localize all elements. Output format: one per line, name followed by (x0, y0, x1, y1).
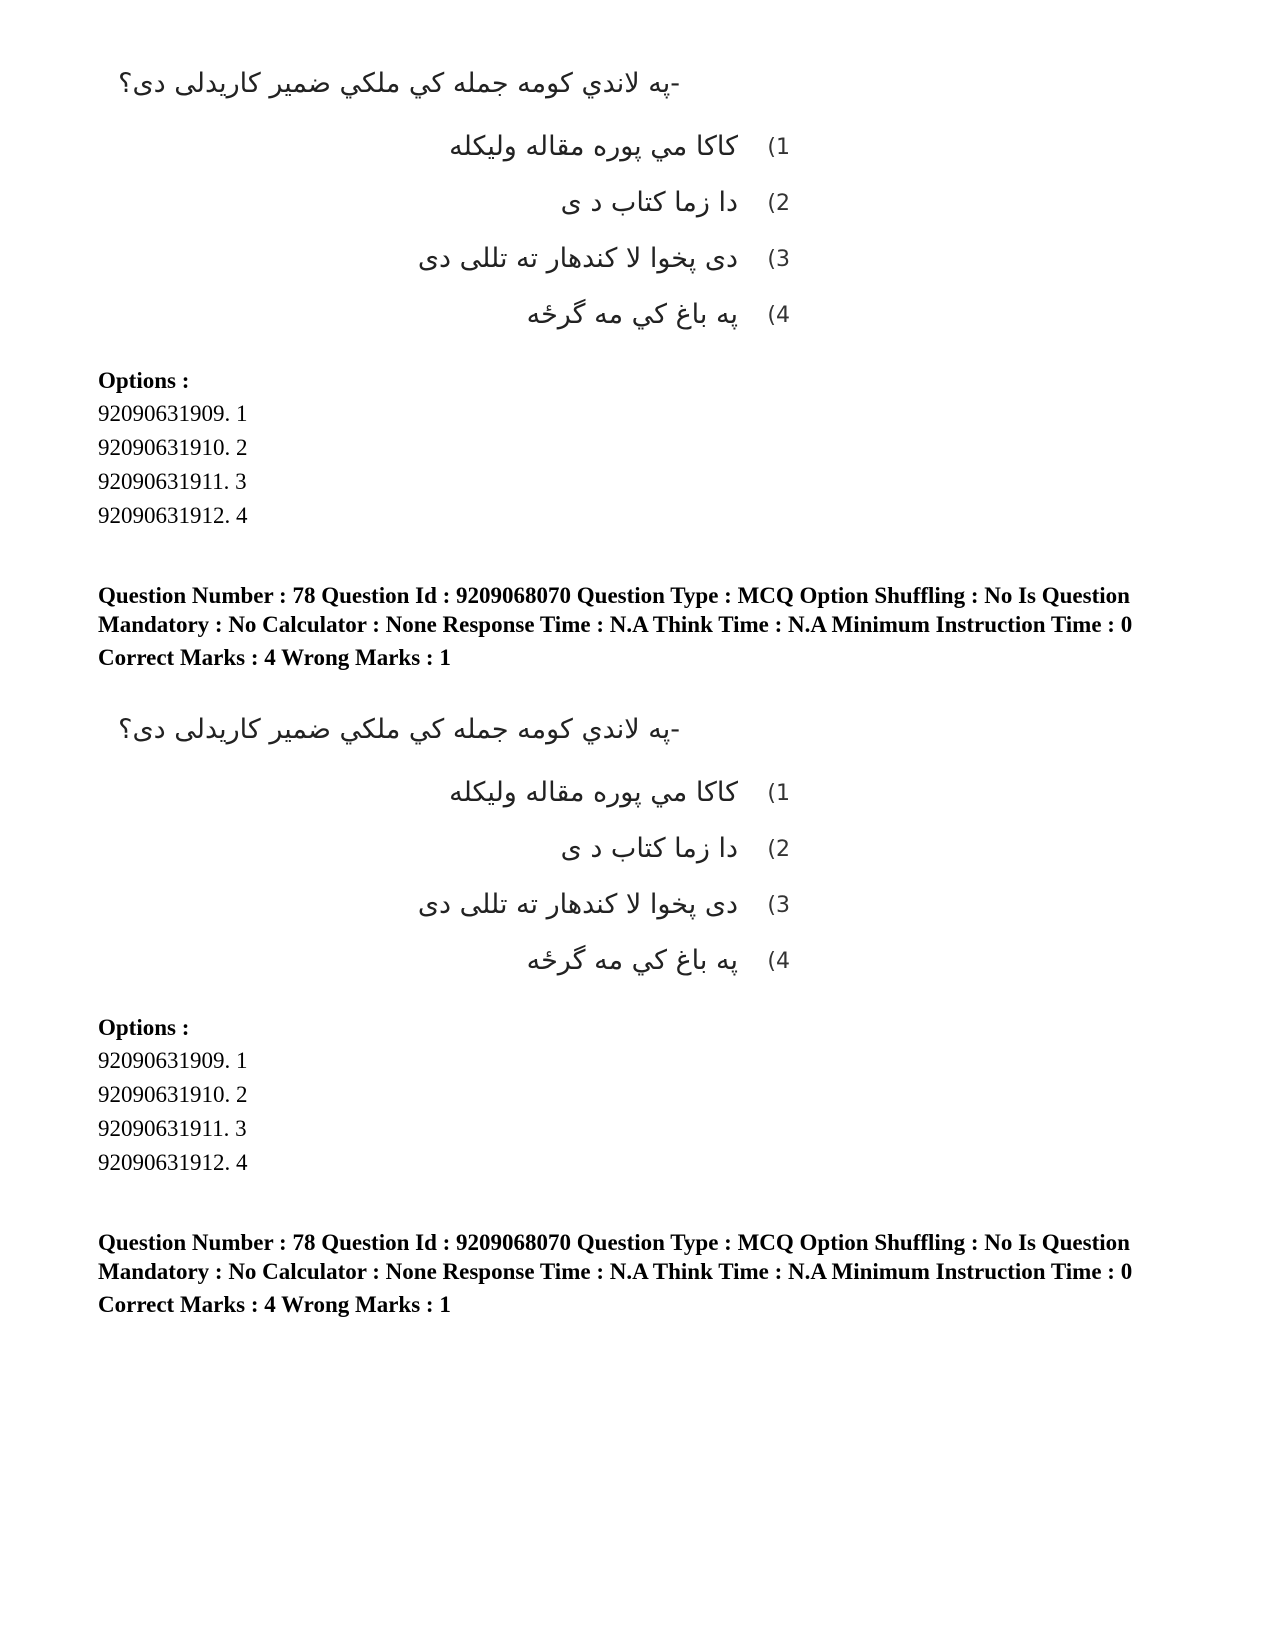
choice-text: دی پخوا لا کندهار ته تللی دی (417, 243, 738, 274)
options-list (98, 364, 1198, 533)
choice-text: کاکا مي پوره مقاله وليکله (449, 777, 738, 808)
question-marks: Correct Marks : 4 Wrong Marks : 1 (98, 645, 451, 670)
options-list (98, 1011, 1198, 1180)
question-meta-block (98, 581, 1198, 672)
option-item: 92090631909. 1 (98, 401, 248, 426)
option-item: 92090631911. 3 (98, 469, 247, 494)
question-image (118, 64, 790, 354)
question-choice (260, 236, 790, 282)
question-prompt: -په لاندي کومه جمله کي ملکي ضمير کاريدلی دی؟ (118, 714, 680, 745)
question-choice (260, 180, 790, 226)
question-choice (260, 882, 790, 928)
question-choice (260, 938, 790, 984)
choice-number: (2 (767, 837, 790, 862)
question-meta: Question Number : 78 Question Id : 9209068070 Question Type : MCQ Option Shuffling : No Is Question Mandatory : No Calculator : None Response Time : N.A Think Time : N.A Minimum Instruction Time : 0 (98, 583, 1133, 637)
question-marks: Correct Marks : 4 Wrong Marks : 1 (98, 1292, 451, 1317)
question-prompt: -په لاندي کومه جمله کي ملکي ضمير کاريدلی دی؟ (118, 68, 680, 99)
choice-number: (4 (767, 303, 790, 328)
question-meta: Question Number : 78 Question Id : 9209068070 Question Type : MCQ Option Shuffling : No Is Question Mandatory : No Calculator : None Response Time : N.A Think Time : N.A Minimum Instruction Time : 0 (98, 1230, 1133, 1284)
question-choice (260, 124, 790, 170)
choice-text: دا زما کتاب د ی (560, 833, 738, 864)
options-label: Options : (98, 368, 190, 393)
choice-number: (2 (767, 191, 790, 216)
choice-number: (1 (767, 781, 790, 806)
choice-text: کاکا مي پوره مقاله وليکله (449, 131, 738, 162)
choice-number: (3 (767, 247, 790, 272)
choice-text: په باغ کي مه گرځه (526, 945, 738, 976)
choice-number: (3 (767, 893, 790, 918)
option-item: 92090631911. 3 (98, 1116, 247, 1141)
option-item: 92090631912. 4 (98, 503, 248, 528)
question-image (118, 710, 790, 1000)
option-item: 92090631910. 2 (98, 435, 248, 460)
question-choice (260, 826, 790, 872)
option-item: 92090631909. 1 (98, 1048, 248, 1073)
question-choice (260, 770, 790, 816)
choice-number: (4 (767, 949, 790, 974)
choice-text: دا زما کتاب د ی (560, 187, 738, 218)
option-item: 92090631910. 2 (98, 1082, 248, 1107)
choice-text: دی پخوا لا کندهار ته تللی دی (417, 889, 738, 920)
question-meta-block (98, 1228, 1198, 1319)
options-label: Options : (98, 1015, 190, 1040)
question-choice (260, 292, 790, 338)
choice-text: په باغ کي مه گرځه (526, 299, 738, 330)
option-item: 92090631912. 4 (98, 1150, 248, 1175)
choice-number: (1 (767, 135, 790, 160)
